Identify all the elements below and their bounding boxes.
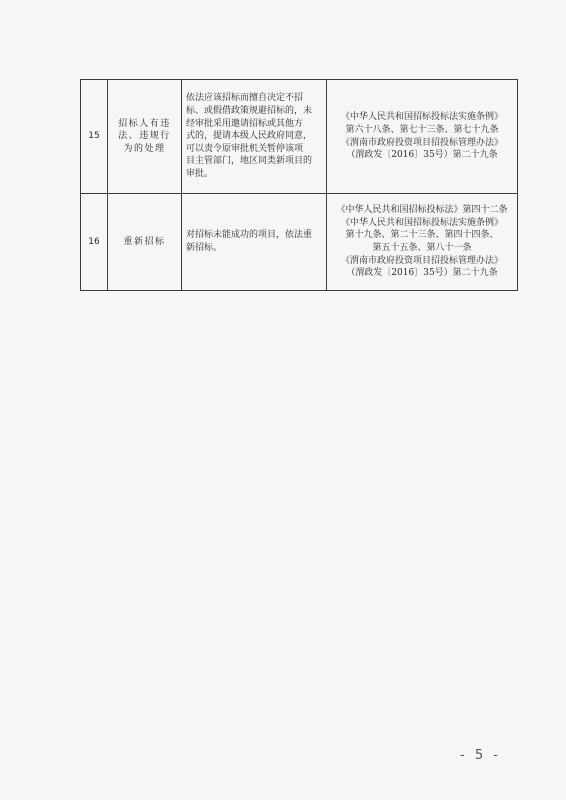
row-number: 16	[81, 194, 108, 291]
item-line: 为的处理	[123, 143, 166, 154]
row-legal-basis	[327, 194, 518, 291]
basis-line: 第十九条、第二十三条、第四十四条、	[345, 230, 499, 241]
content-line: 目主管部门，地区同类新项目的	[186, 156, 313, 167]
basis-line: 第五十五条、第八十一条	[372, 243, 472, 253]
basis-line: 第六十八条、第七十三条、第七十九条	[345, 124, 499, 135]
basis-line: 《渭南市政府投资项目招投标管理办法》	[340, 255, 503, 266]
content-line: 审批。	[186, 168, 214, 179]
content-line: 对招标未能成功的项目，依法重	[186, 230, 313, 241]
row-content	[182, 194, 327, 291]
item-line: 招标人有违	[118, 118, 171, 129]
row-content	[182, 80, 327, 194]
item-line: 重新招标	[123, 236, 166, 247]
row-legal-basis	[327, 80, 518, 194]
table-row	[81, 80, 518, 194]
regulations-table	[80, 79, 518, 291]
content-line: 可以责令原审批机关暂停该项	[186, 143, 304, 154]
row-number: 15	[81, 80, 108, 194]
content-line: 依法应该招标而擅自决定不招	[186, 93, 304, 104]
basis-line: 《中华人民共和国招标投标法》第四十二条	[336, 205, 508, 216]
row-item-name	[108, 194, 182, 291]
basis-line: （渭政发〔2016〕35号）第二十九条	[346, 150, 498, 161]
table-row	[81, 194, 518, 291]
content-line: 式的，提请本级人民政府同意，	[186, 131, 313, 142]
basis-line: 《渭南市政府投资项目招投标管理办法》	[340, 137, 503, 148]
content-line: 标、或假借政策规避招标的，未	[186, 106, 313, 117]
page-number: - 5 -	[460, 748, 501, 763]
content-line: 经审批采用邀请招标或其他方	[186, 118, 304, 129]
basis-line: 《中华人民共和国招标投标法实施条例》	[340, 112, 503, 123]
item-line: 法、违规行	[118, 131, 171, 142]
row-item-name	[108, 80, 182, 194]
content-line: 新招标。	[186, 243, 223, 253]
basis-line: （渭政发〔2016〕35号）第二十九条	[346, 268, 498, 279]
basis-line: 《中华人民共和国招标投标法实施条例》	[340, 217, 503, 228]
